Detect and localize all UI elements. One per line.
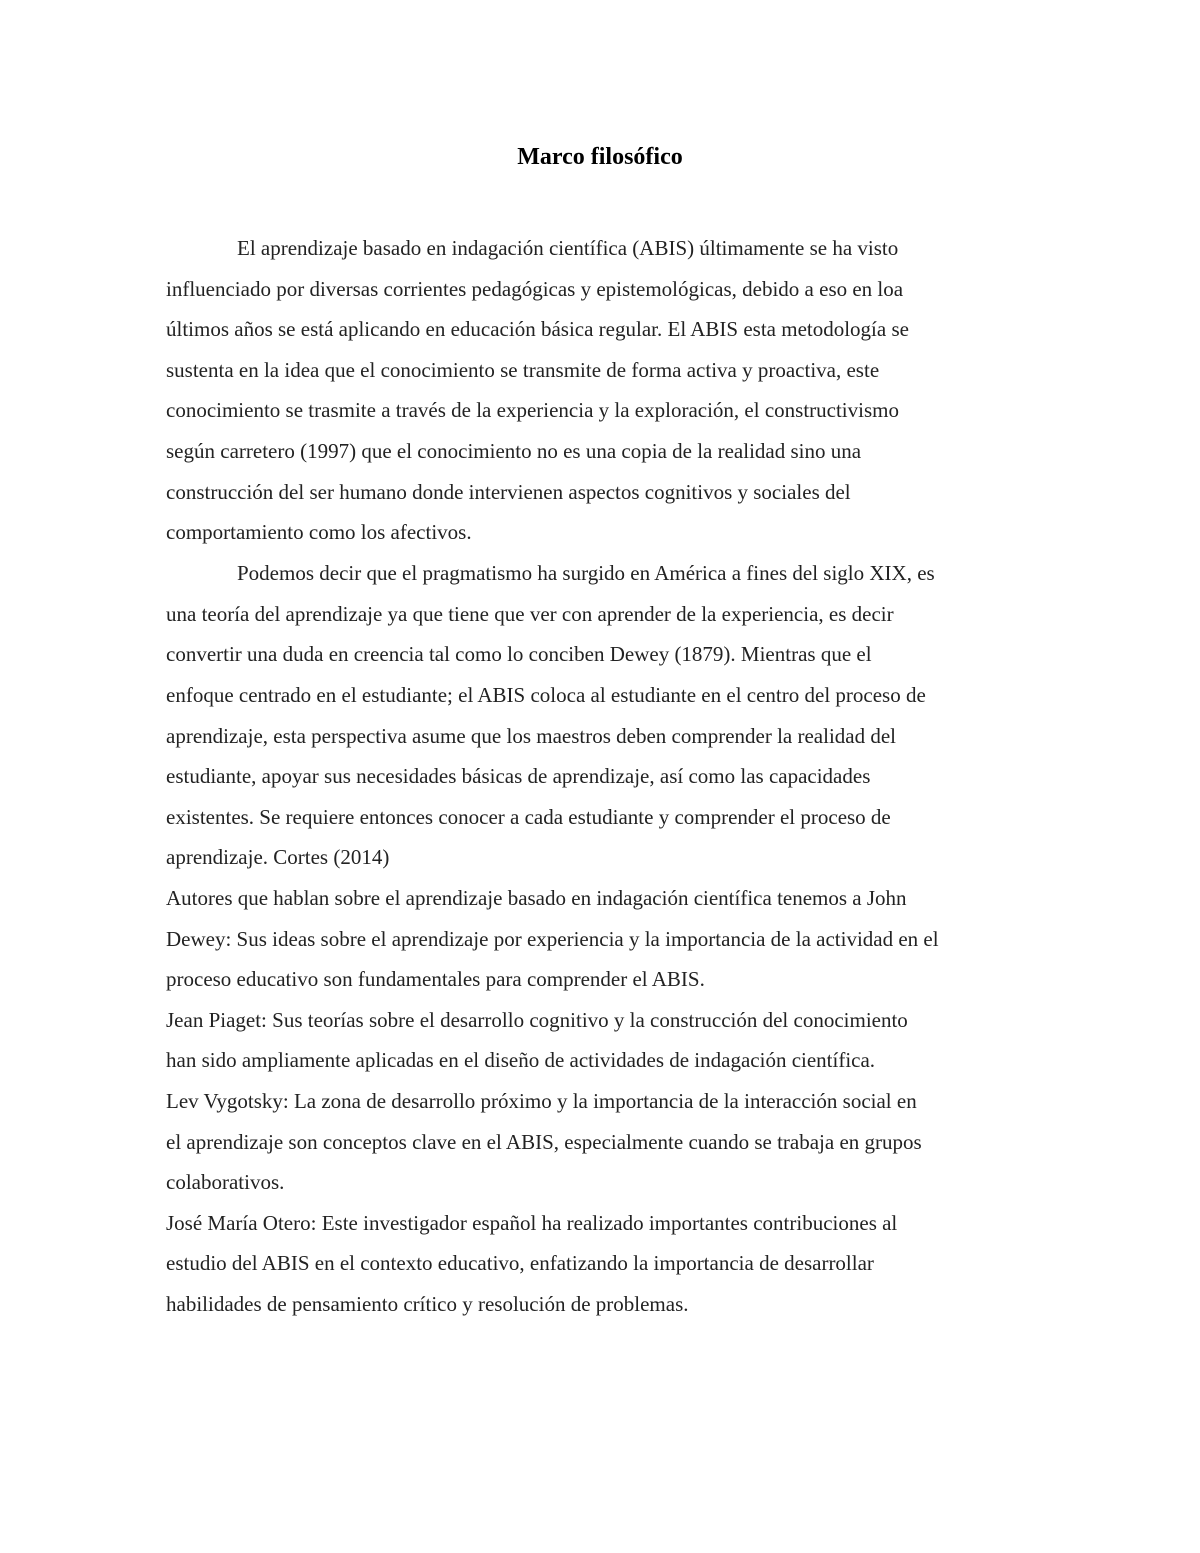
text-line: Lev Vygotsky: La zona de desarrollo próximo y la importancia de la interacción social en [166, 1089, 917, 1113]
text-line: convertir una duda en creencia tal como lo conciben Dewey (1879). Mientras que el [166, 642, 872, 666]
text-line: José María Otero: Este investigador español ha realizado importantes contribuciones al [166, 1211, 898, 1235]
text-line: Podemos decir que el pragmatismo ha surgido en América a fines del siglo XIX, es [237, 561, 935, 585]
text-line: influenciado por diversas corrientes pedagógicas y epistemológicas, debido a eso en loa [166, 277, 904, 301]
text-line: el aprendizaje son conceptos clave en el ABIS, especialmente cuando se trabaja en grupos [166, 1130, 922, 1154]
text-line: estudiante, apoyar sus necesidades básicas de aprendizaje, así como las capacidades [166, 764, 871, 788]
page-title: Marco filosófico [517, 144, 683, 170]
text-line: proceso educativo son fundamentales para comprender el ABIS. [166, 967, 705, 991]
text-line: Dewey: Sus ideas sobre el aprendizaje por experiencia y la importancia de la actividad en el [166, 927, 939, 951]
text-line: habilidades de pensamiento crítico y resolución de problemas. [166, 1292, 689, 1316]
text-line: conocimiento se trasmite a través de la experiencia y la exploración, el constructivismo [166, 398, 899, 422]
text-line: últimos años se está aplicando en educación básica regular. El ABIS esta metodología se [166, 317, 909, 341]
text-line: El aprendizaje basado en indagación científica (ABIS) últimamente se ha visto [237, 236, 899, 260]
text-line: enfoque centrado en el estudiante; el ABIS coloca al estudiante en el centro del proceso de [166, 683, 926, 707]
text-line: según carretero (1997) que el conocimiento no es una copia de la realidad sino una [166, 439, 862, 463]
text-line: sustenta en la idea que el conocimiento se transmite de forma activa y proactiva, este [166, 358, 880, 382]
text-line: colaborativos. [166, 1170, 285, 1194]
text-line: Autores que hablan sobre el aprendizaje basado en indagación científica tenemos a John [166, 886, 907, 910]
text-line: comportamiento como los afectivos. [166, 520, 472, 544]
text-line: construcción del ser humano donde intervienen aspectos cognitivos y sociales del [166, 480, 851, 504]
text-line: estudio del ABIS en el contexto educativo, enfatizando la importancia de desarrollar [166, 1251, 874, 1275]
text-line: Jean Piaget: Sus teorías sobre el desarrollo cognitivo y la construcción del conocimiento [166, 1008, 908, 1032]
text-line: aprendizaje, esta perspectiva asume que los maestros deben comprender la realidad del [166, 724, 897, 748]
text-line: aprendizaje. Cortes (2014) [166, 845, 390, 869]
text-line: una teoría del aprendizaje ya que tiene que ver con aprender de la experiencia, es decir [166, 602, 894, 626]
text-line: han sido ampliamente aplicadas en el diseño de actividades de indagación científica. [166, 1048, 876, 1072]
text-line: existentes. Se requiere entonces conocer a cada estudiante y comprender el proceso de [166, 805, 891, 829]
